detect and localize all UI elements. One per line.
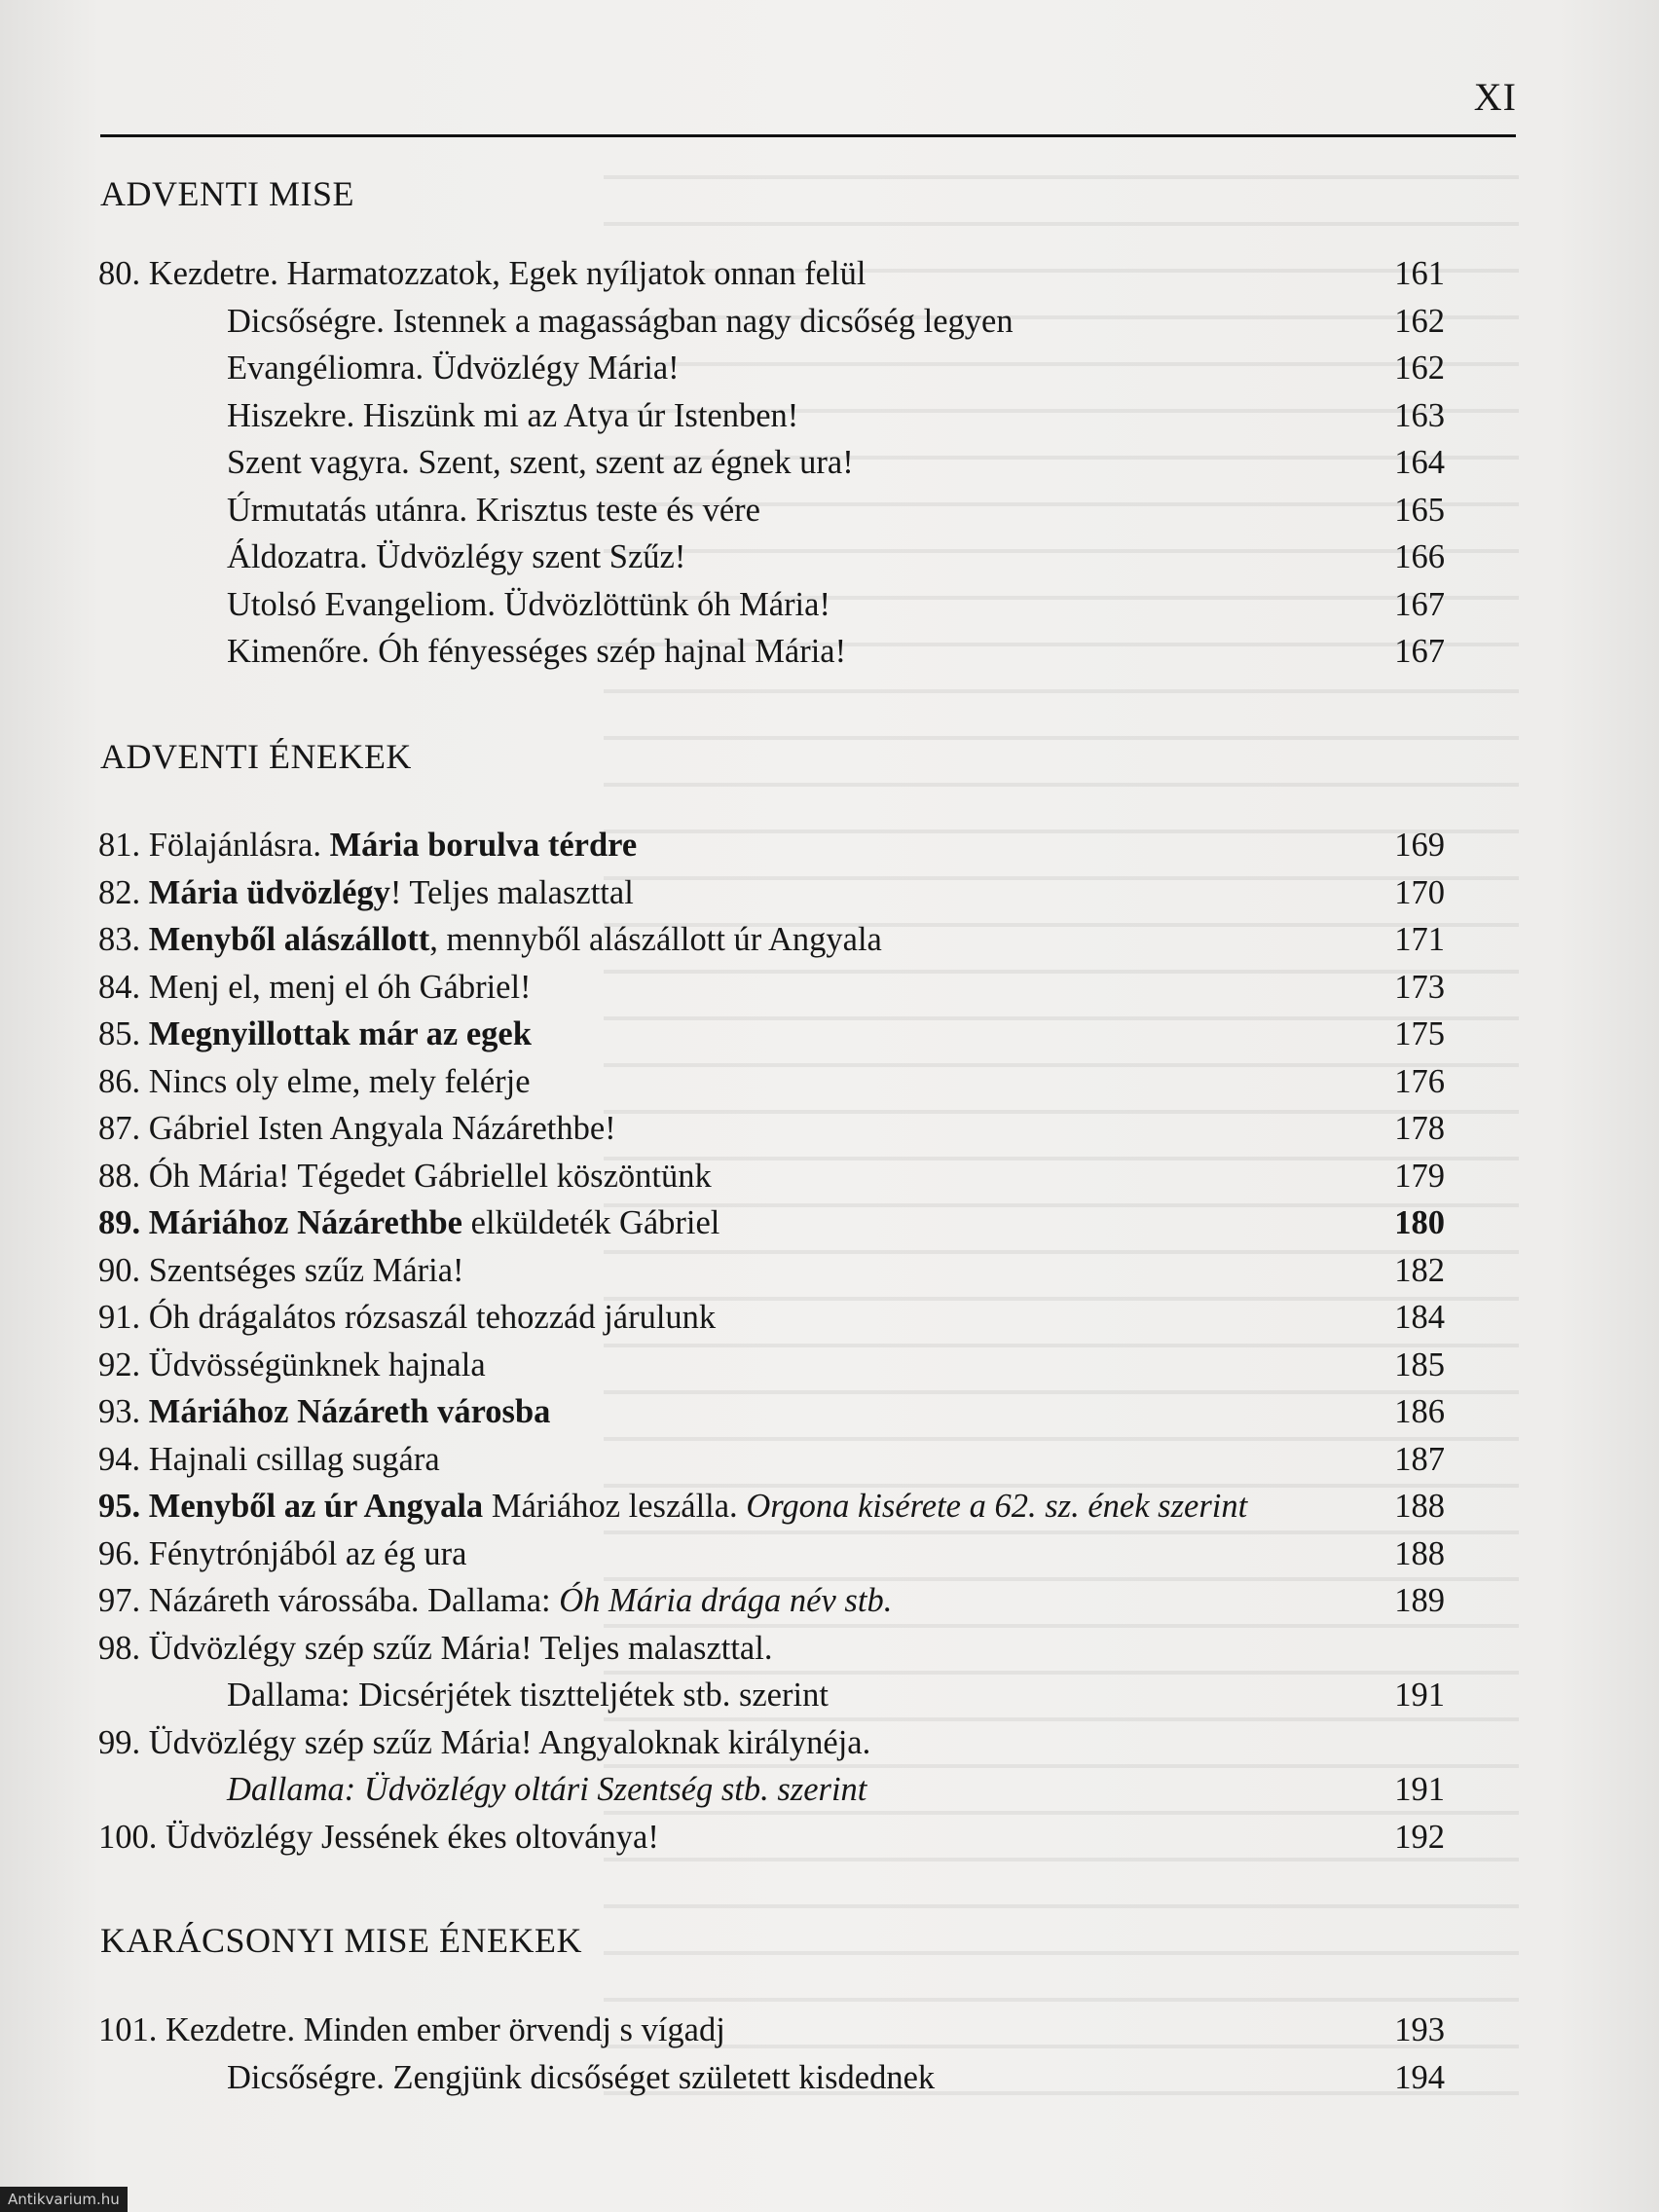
- entry-title: [227, 299, 1014, 344]
- toc-entry: [0, 629, 1659, 674]
- entry-page-number: 163: [1394, 397, 1445, 434]
- entry-title-part: 95. Menyből az úr Angyala: [98, 1488, 484, 1525]
- toc-entry: [0, 1531, 1659, 1576]
- entry-title: [227, 346, 680, 390]
- entry-page-number: 191: [1394, 1771, 1445, 1808]
- entry-title-part: ! Teljes malaszttal: [389, 874, 634, 911]
- entry-title: [98, 251, 866, 296]
- watermark: Antikvarium.hu: [0, 2187, 128, 2212]
- toc-entry: [0, 1815, 1659, 1860]
- entry-page-number: 166: [1394, 538, 1445, 575]
- entry-title: [98, 1106, 616, 1151]
- entry-title: [98, 1437, 440, 1482]
- entry-page-number: 182: [1394, 1252, 1445, 1289]
- entry-title-part: Evangéliomra. Üdvözlégy Mária!: [227, 350, 680, 387]
- toc-entry: [0, 1106, 1659, 1151]
- entry-title: [98, 917, 882, 962]
- entry-page-number: 194: [1394, 2059, 1445, 2096]
- entry-title: [227, 393, 798, 438]
- entry-title: [98, 1626, 772, 1671]
- entry-page-number: 187: [1394, 1441, 1445, 1478]
- entry-title-part: 88. Óh Mária! Tégedet Gábriellel köszöntünk: [98, 1158, 712, 1195]
- entry-title-part: 98. Üdvözlégy szép szűz Mária! Teljes malaszttal.: [98, 1630, 773, 1667]
- entry-page-number: 162: [1394, 350, 1445, 387]
- toc-entry: [0, 299, 1659, 344]
- entry-title: [98, 1154, 712, 1198]
- entry-title-part: 99. Üdvözlégy szép szűz Mária! Angyaloknak királynéja.: [98, 1724, 871, 1761]
- entry-page-number: 170: [1394, 874, 1445, 911]
- entry-title: [227, 1767, 866, 1812]
- toc-entry: [0, 1626, 1659, 1671]
- entry-title: [98, 1012, 532, 1056]
- entry-title-part: 92. Üdvösségünknek hajnala: [98, 1346, 486, 1383]
- entry-page-number: 188: [1394, 1488, 1445, 1525]
- entry-title: [98, 1343, 486, 1387]
- entry-page-number: 171: [1394, 921, 1445, 958]
- toc-entry: [0, 1437, 1659, 1482]
- toc-entry: [0, 2008, 1659, 2052]
- toc-entry: [0, 1012, 1659, 1056]
- entry-page-number: 178: [1394, 1110, 1445, 1147]
- entry-page-number: 179: [1394, 1158, 1445, 1195]
- toc-entry: [0, 1343, 1659, 1387]
- toc-entry: [0, 965, 1659, 1010]
- entry-page-number: 175: [1394, 1015, 1445, 1052]
- entry-title-part: 81. Fölajánlásra.: [98, 827, 330, 864]
- entry-page-number: 165: [1394, 492, 1445, 529]
- entry-title: [98, 1531, 466, 1576]
- section-heading: ADVENTI MISE: [100, 174, 354, 213]
- entry-title-part: 96. Fénytrónjából az ég ura: [98, 1535, 467, 1572]
- entry-title: [98, 1248, 464, 1293]
- toc-entry: [0, 1248, 1659, 1293]
- entry-title-part: 84. Menj el, menj el óh Gábriel!: [98, 969, 532, 1006]
- entry-page-number: 193: [1394, 2011, 1445, 2048]
- entry-title-part: Megnyillottak már az egek: [148, 1015, 532, 1052]
- entry-title-part: Menyből alászállott: [148, 921, 430, 958]
- entry-title-part: Máriához Názáreth városba: [148, 1393, 551, 1430]
- entry-title: [98, 823, 637, 867]
- section-heading: ADVENTI ÉNEKEK: [100, 737, 412, 776]
- entry-title-part: 86. Nincs oly elme, mely felérje: [98, 1063, 531, 1100]
- entry-title-part: 91. Óh drágalátos rózsaszál tehozzád járulunk: [98, 1299, 717, 1336]
- entry-title: [98, 2008, 725, 2052]
- entry-page-number: 176: [1394, 1063, 1445, 1100]
- entry-title-part: 85.: [98, 1015, 149, 1052]
- toc-entry: [0, 535, 1659, 579]
- entry-title: [98, 965, 532, 1010]
- entry-page-number: 167: [1394, 586, 1445, 623]
- entry-title: [98, 1815, 659, 1860]
- toc-entry: [0, 346, 1659, 390]
- entry-title: [227, 488, 760, 533]
- entry-title: [98, 1578, 892, 1623]
- entry-page-number: 161: [1394, 255, 1445, 292]
- toc-entry: [0, 393, 1659, 438]
- entry-title: [227, 582, 830, 627]
- section-heading: KARÁCSONYI MISE ÉNEKEK: [100, 1921, 582, 1960]
- entry-title-part: 83.: [98, 921, 149, 958]
- toc-entry: [0, 440, 1659, 485]
- entry-page-number: 186: [1394, 1393, 1445, 1430]
- entry-title: [98, 870, 634, 915]
- entry-title-part: Dallama: Üdvözlégy oltári Szentség stb. szerint: [227, 1771, 867, 1808]
- entry-title-part: 100. Üdvözlégy Jessének ékes oltoványa!: [98, 1819, 659, 1856]
- entry-title: [227, 2055, 935, 2100]
- toc-entry: [0, 582, 1659, 627]
- entry-title: [227, 629, 846, 674]
- entry-title-part: Óh Mária drága név stb.: [559, 1582, 893, 1619]
- toc-entry: [0, 1200, 1659, 1245]
- entry-page-number: 189: [1394, 1582, 1445, 1619]
- entry-title-part: Dicsőségre. Istennek a magasságban nagy dicsőség legyen: [227, 303, 1014, 340]
- toc-entry: [0, 1295, 1659, 1340]
- entry-title-part: Orgona kisérete a 62. sz. ének szerint: [746, 1488, 1248, 1525]
- toc-entry: [0, 870, 1659, 915]
- entry-title-part: elküldeték Gábriel: [462, 1204, 720, 1241]
- entry-title-part: Mária üdvözlégy: [148, 874, 390, 911]
- entry-title-part: 101. Kezdetre. Minden ember örvendj s vígadj: [98, 2011, 725, 2048]
- entry-title: [98, 1200, 719, 1245]
- toc-entry: [0, 1673, 1659, 1717]
- entry-page-number: 164: [1394, 444, 1445, 481]
- entry-title-part: 90. Szentséges szűz Mária!: [98, 1252, 464, 1289]
- entry-title-part: , mennyből alászállott úr Angyala: [429, 921, 882, 958]
- toc-entry: [0, 1578, 1659, 1623]
- entry-title: [98, 1720, 870, 1765]
- entry-title-part: 89. Máriához Názárethbe: [98, 1204, 462, 1241]
- entry-page-number: 192: [1394, 1819, 1445, 1856]
- entry-title-part: 82.: [98, 874, 149, 911]
- entry-title: [227, 535, 685, 579]
- toc-entry: [0, 251, 1659, 296]
- toc-entry: [0, 823, 1659, 867]
- entry-page-number: 185: [1394, 1346, 1445, 1383]
- entry-title-part: 93.: [98, 1393, 149, 1430]
- entry-title-part: 94. Hajnali csillag sugára: [98, 1441, 440, 1478]
- entry-title-part: Szent vagyra. Szent, szent, szent az égnek ura!: [227, 444, 854, 481]
- entry-title-part: Hiszekre. Hiszünk mi az Atya úr Istenben!: [227, 397, 799, 434]
- page-number: XI: [1473, 75, 1517, 119]
- toc-entry: [0, 1059, 1659, 1104]
- entry-title-part: Dallama: Dicsérjétek tisztteljétek stb. szerint: [227, 1677, 829, 1714]
- entry-page-number: 191: [1394, 1677, 1445, 1714]
- entry-title-part: 97. Názáreth várossába. Dallama:: [98, 1582, 560, 1619]
- entry-title: [98, 1389, 550, 1434]
- toc-entry: [0, 1154, 1659, 1198]
- entry-title-part: Kimenőre. Óh fényességes szép hajnal Mária!: [227, 633, 847, 670]
- entry-title: [98, 1484, 1247, 1529]
- toc-entry: [0, 1484, 1659, 1529]
- entry-page-number: 180: [1394, 1204, 1445, 1241]
- toc-entry: [0, 2055, 1659, 2100]
- entry-title-part: 87. Gábriel Isten Angyala Názárethbe!: [98, 1110, 616, 1147]
- entry-title-part: Úrmutatás utánra. Krisztus teste és vére: [227, 492, 760, 529]
- entry-title-part: Mária borulva térdre: [329, 827, 638, 864]
- toc-entry: [0, 917, 1659, 962]
- entry-title: [227, 1673, 829, 1717]
- entry-title-part: Máriához leszálla.: [483, 1488, 747, 1525]
- entry-page-number: 167: [1394, 633, 1445, 670]
- entry-title: [98, 1295, 716, 1340]
- entry-title-part: Utolsó Evangeliom. Üdvözlöttünk óh Mária!: [227, 586, 830, 623]
- entry-title-part: Áldozatra. Üdvözlégy szent Szűz!: [227, 538, 686, 575]
- entry-page-number: 169: [1394, 827, 1445, 864]
- entry-title-part: Dicsőségre. Zengjünk dicsőséget született kisdednek: [227, 2059, 936, 2096]
- entry-title: [98, 1059, 531, 1104]
- toc-entry: [0, 1720, 1659, 1765]
- toc-entry: [0, 1767, 1659, 1812]
- toc-entry: [0, 1389, 1659, 1434]
- header-rule: [100, 134, 1516, 137]
- entry-page-number: 162: [1394, 303, 1445, 340]
- entry-page-number: 184: [1394, 1299, 1445, 1336]
- entry-title: [227, 440, 854, 485]
- entry-title-part: 80. Kezdetre. Harmatozzatok, Egek nyíljatok onnan felül: [98, 255, 866, 292]
- entry-page-number: 188: [1394, 1535, 1445, 1572]
- toc-entry: [0, 488, 1659, 533]
- entry-page-number: 173: [1394, 969, 1445, 1006]
